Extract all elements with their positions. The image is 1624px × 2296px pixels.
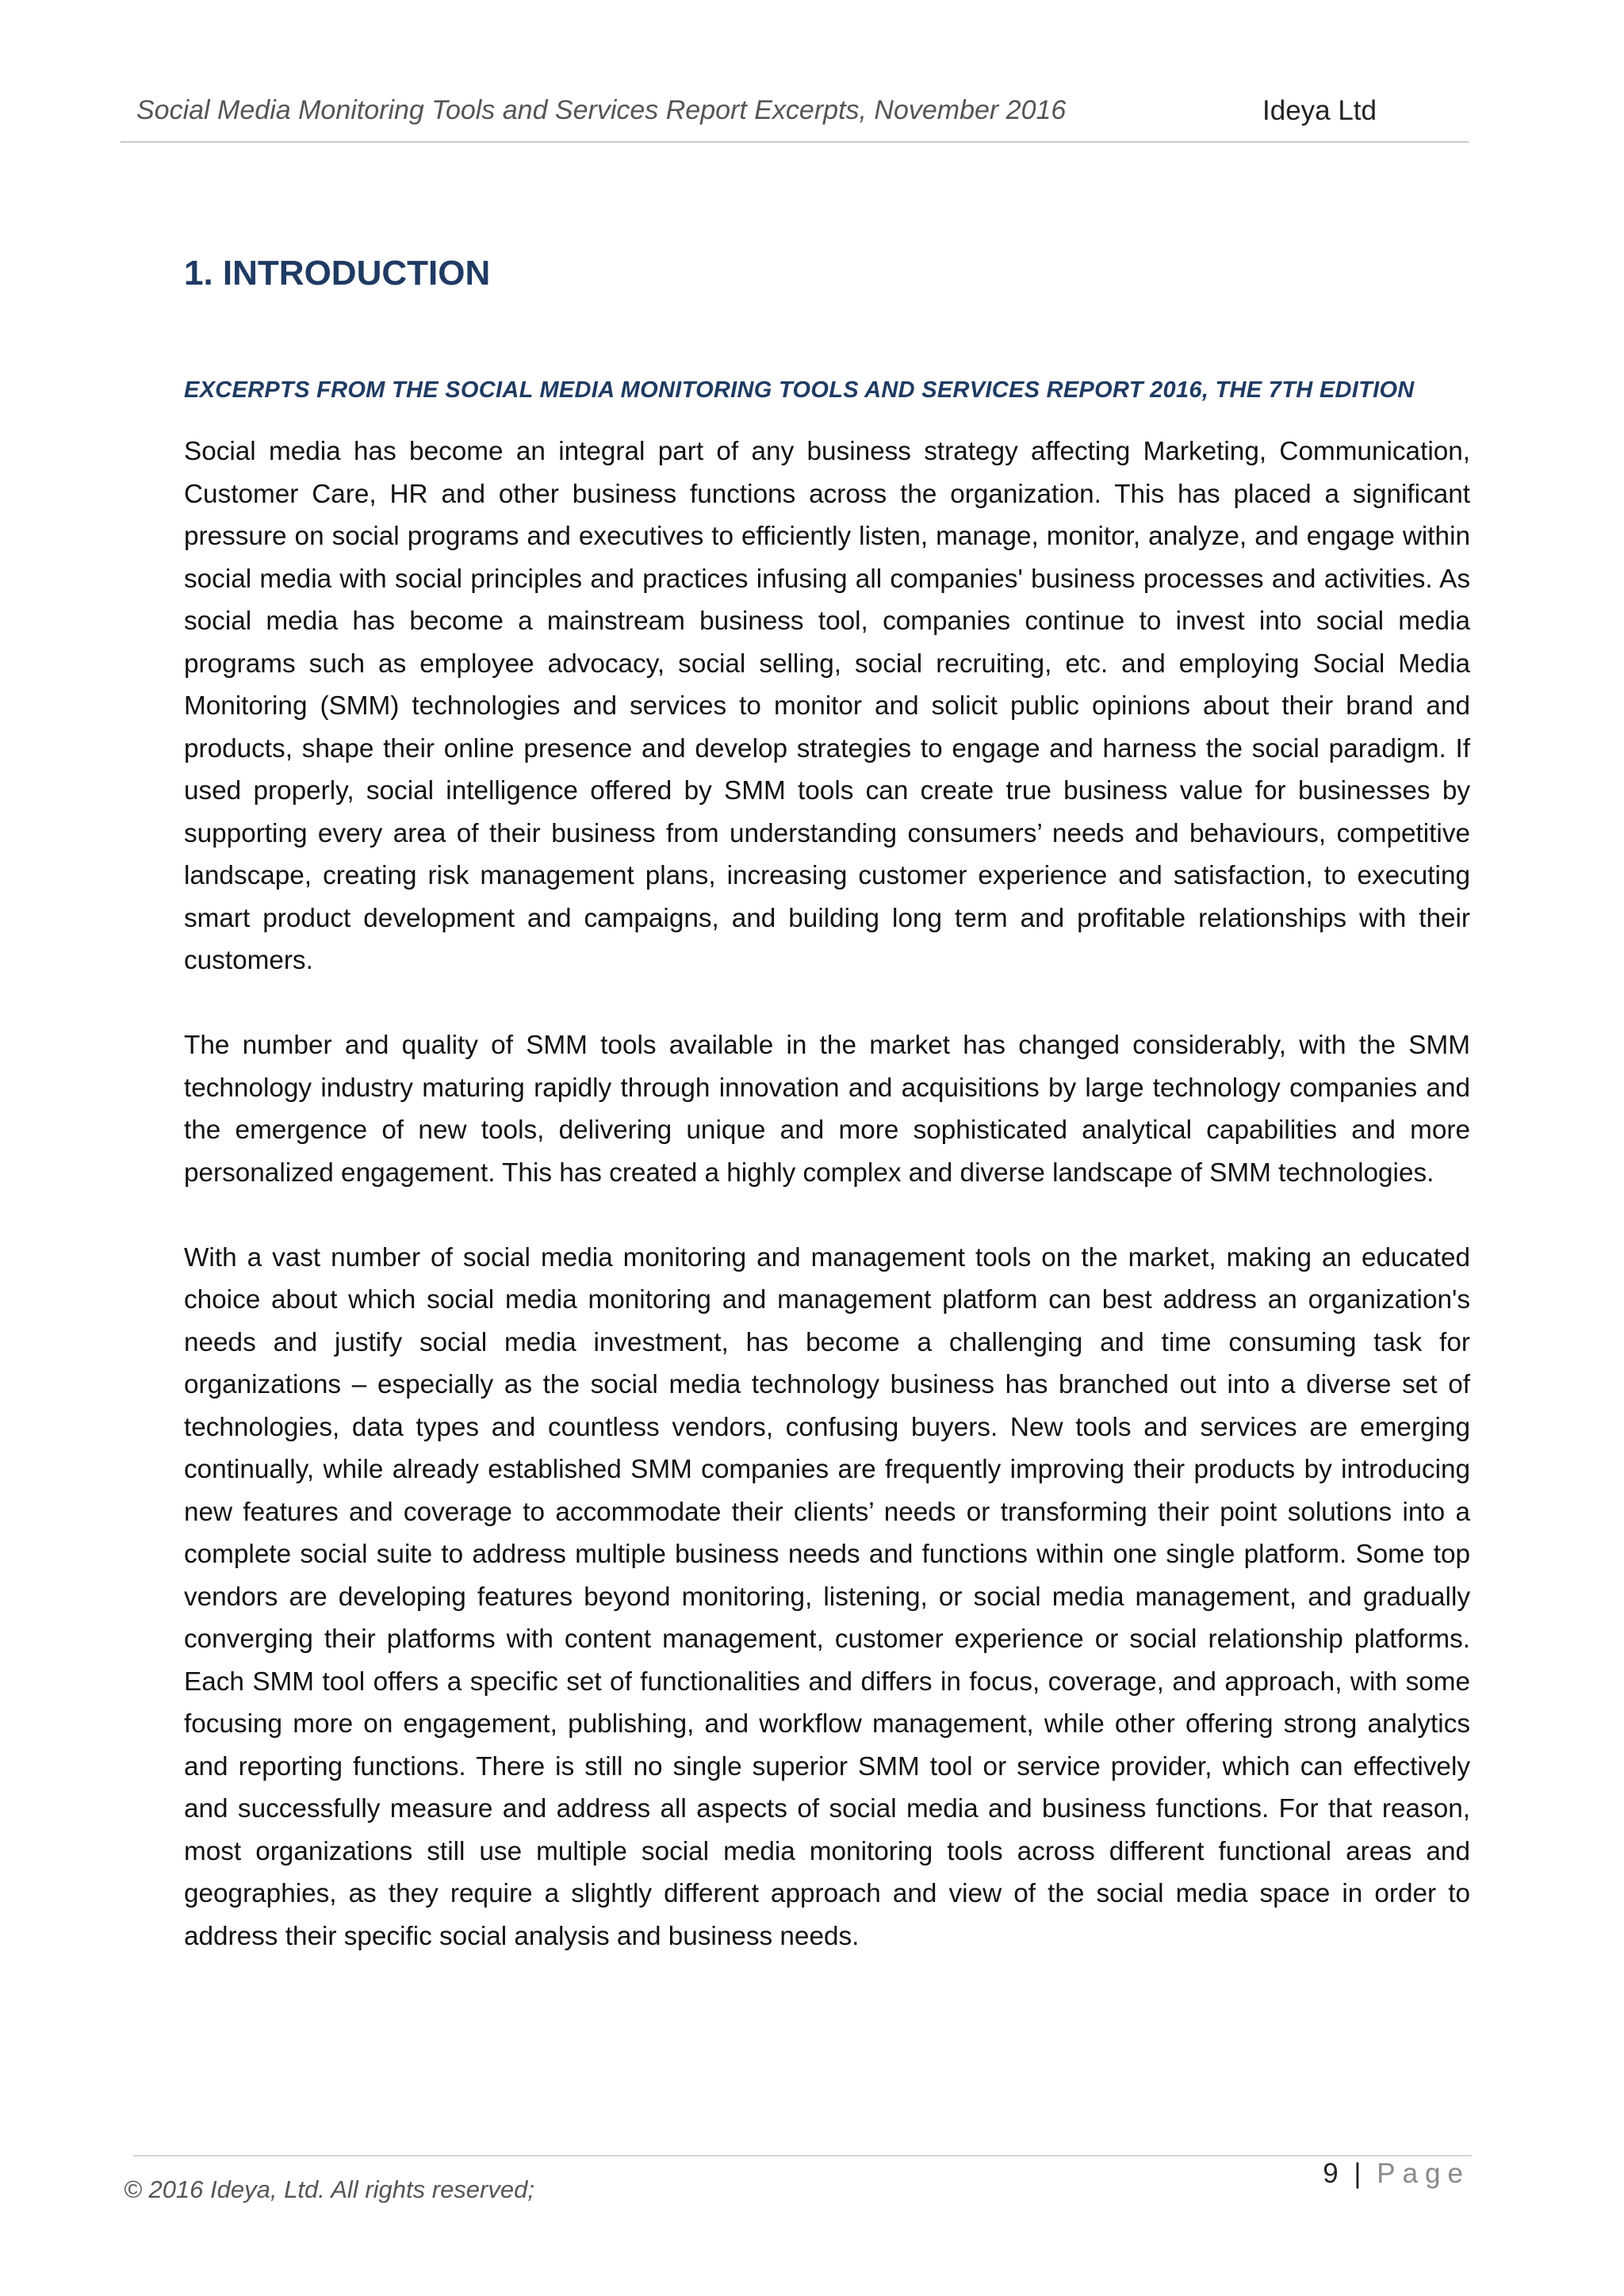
footer-copyright: © 2016 Ideya, Ltd. All rights reserved; — [124, 2175, 534, 2203]
header-title: Social Media Monitoring Tools and Services Report Excerpts, November 2016 — [136, 95, 1067, 125]
header-divider — [121, 141, 1469, 143]
body-paragraph-3: With a vast number of social media monitoring and management tools on the market, making an educated choice about which social media monitoring and management platform can best address an organization's needs and justify social media investment, has become a challenging and time consuming task for organizations – especially as the social media technology business has branched out into a diverse set of technologies, data types and countless vendors, confusing buyers. New tools and services are emerging continually, while already established SMM companies are frequently improving their products by introducing new features and coverage to accommodate their clients’ needs or transforming their point solutions into a complete social suite to address multiple business needs and functions within one single platform. Some top vendors are developing features beyond monitoring, listening, or social media management, and gradually converging their platforms with content management, customer experience or social relationship platforms. Each SMM tool offers a specific set of functionalities and differs in focus, coverage, and approach, with some focusing more on engagement, publishing, and workflow management, while other offering strong analytics and reporting functions. There is still no single superior SMM tool or service provider, which can effectively and successfully measure and address all aspects of social media and business functions. For that reason, most organizations still use multiple social media monitoring tools across different functional areas and geographies, as they require a slightly different approach and view of the social media space in order to address their specific social analysis and business needs. — [184, 1242, 1470, 1951]
footer-page-indicator — [1323, 2158, 1470, 2190]
page-separator: | — [1354, 2158, 1362, 2189]
footer-divider — [133, 2155, 1472, 2156]
body-paragraph-1: Social media has become an integral part of any business strategy affecting Marketing, Communication, Customer Care, HR and other business functions across the organization. This has placed a significant pressure on social programs and executives to efficiently listen, manage, monitor, analyze, and engage within social media with social principles and practices infusing all companies' business processes and activities. As social media has become a mainstream business tool, companies continue to invest into social media programs such as employee advocacy, social selling, social recruiting, etc. and employing Social Media Monitoring (SMM) technologies and services to monitor and solicit public opinions about their brand and products, shape their online presence and develop strategies to engage and harness the social paradigm. If used properly, social intelligence offered by SMM tools can create true business value for businesses by supporting every area of their business from understanding consumers’ needs and behaviours, competitive landscape, creating risk management plans, increasing customer experience and satisfaction, to executing smart product development and campaigns, and building long term and profitable relationships with their customers. — [184, 437, 1470, 975]
main-content — [184, 254, 1470, 1957]
body-paragraph-2: The number and quality of SMM tools available in the market has changed considerably, with the SMM technology industry maturing rapidly through innovation and acquisitions by large technology companies and the emergence of new tools, delivering unique and more sophisticated analytical capabilities and more personalized engagement. This has created a highly complex and diverse landscape of SMM technologies. — [184, 1031, 1470, 1188]
page-header — [121, 79, 1469, 143]
section-heading: 1. INTRODUCTION — [184, 254, 491, 293]
page-label: Page — [1377, 2158, 1470, 2189]
page-number: 9 — [1323, 2158, 1339, 2189]
header-company: Ideya Ltd — [1262, 95, 1377, 126]
section-subheading: EXCERPTS FROM THE SOCIAL MEDIA MONITORING TOOLS AND SERVICES REPORT 2016, THE 7TH EDITION — [184, 377, 1415, 403]
